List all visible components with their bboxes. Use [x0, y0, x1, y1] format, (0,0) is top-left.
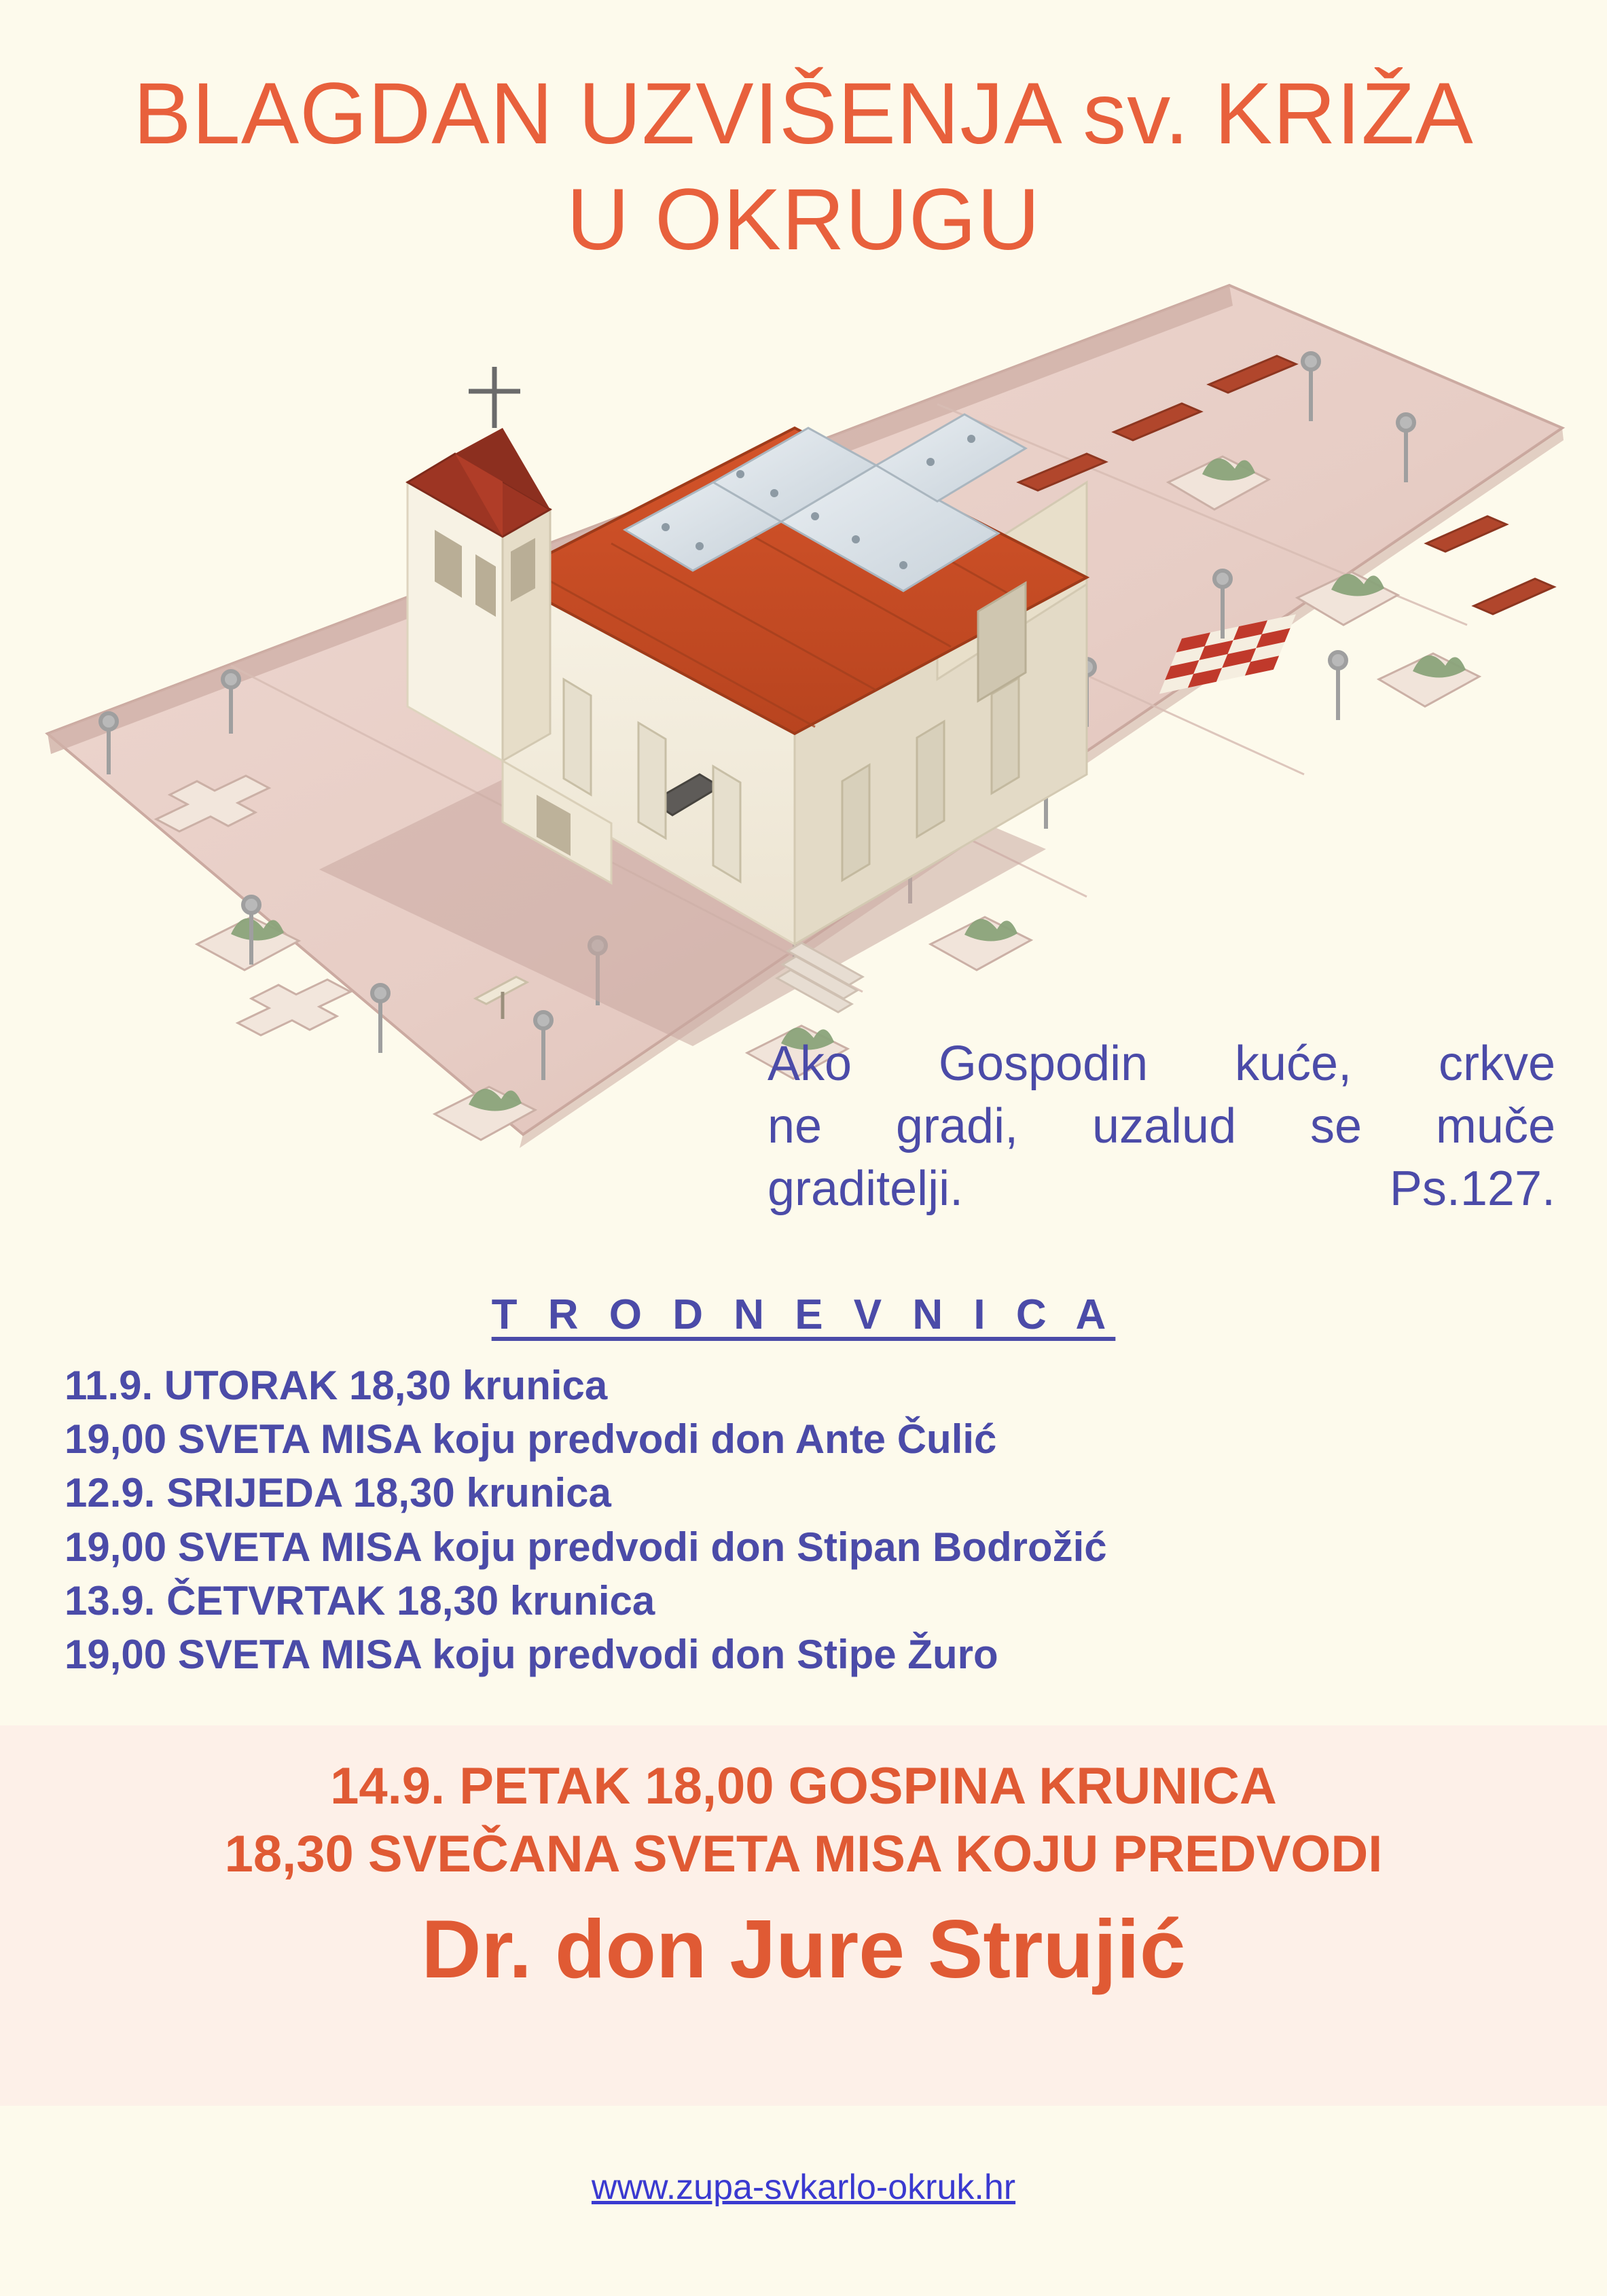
quote-line-1: Ako Gospodin kuće, crkve	[768, 1037, 1555, 1091]
website-link[interactable]: www.zupa-svkarlo-okruk.hr	[591, 2168, 1016, 2207]
list-item: 19,00 SVETA MISA koju predvodi don Stipe Žuro	[65, 1631, 998, 1677]
highlight-line-2: 18,30 SVEČANA SVETA MISA KOJU PREDVODI	[224, 1825, 1383, 1884]
list-item: 13.9. ČETVRTAK 18,30 krunica	[65, 1577, 655, 1624]
highlight-line-1: 14.9. PETAK 18,00 GOSPINA KRUNICA	[330, 1757, 1277, 1815]
church-on-plaza-graphic	[27, 258, 1583, 1162]
page-title	[0, 61, 1607, 273]
schedule-list	[65, 1359, 1545, 1681]
highlight-content	[0, 1753, 1607, 1996]
psalm-quote	[768, 1033, 1555, 1220]
tower-cross-icon	[469, 367, 520, 428]
list-item: 19,00 SVETA MISA koju predvodi don Ante Čulić	[65, 1416, 997, 1463]
list-item: 19,00 SVETA MISA koju predvodi don Stipan Bodrožić	[65, 1524, 1107, 1570]
quote-reference: Ps.127.	[1389, 1162, 1555, 1217]
quote-line-3-text: graditelji.	[768, 1162, 964, 1217]
schedule-heading: T R O D N E V N I C A	[491, 1291, 1116, 1338]
title-line-2: U OKRUGU	[566, 171, 1041, 269]
quote-line-3	[768, 1158, 1555, 1220]
title-line-1: BLAGDAN UZVIŠENJA sv. KRIŽA	[133, 65, 1474, 162]
footer	[0, 2167, 1607, 2208]
list-item: 12.9. SRIJEDA 18,30 krunica	[65, 1470, 611, 1516]
church-illustration	[27, 258, 1583, 1162]
celebrant-name: Dr. don Jure Strujić	[421, 1902, 1186, 1995]
quote-line-2: ne gradi, uzalud se muče	[768, 1099, 1555, 1154]
list-item: 11.9. UTORAK 18,30 krunica	[65, 1363, 608, 1408]
bell-tower	[408, 367, 550, 761]
